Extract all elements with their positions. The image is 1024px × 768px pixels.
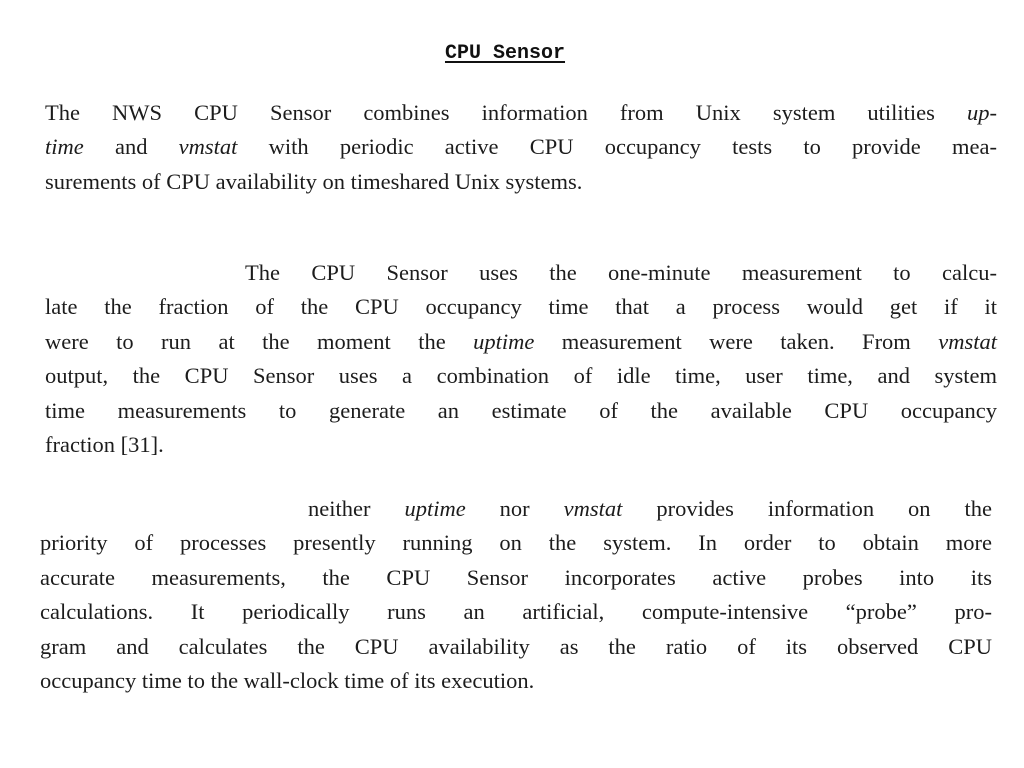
italic-term: uptime	[473, 328, 535, 354]
page-title: CPU Sensor	[444, 42, 566, 65]
text-line	[45, 325, 997, 359]
text-line: gram and calculates the CPU availability as the ratio of its observed CPU	[40, 633, 992, 659]
text-line	[45, 130, 997, 164]
text-line: time measurements to generate an estimate of the available CPU occupancy	[45, 397, 997, 423]
text-line: accurate measurements, the CPU Sensor incorporates active probes into its	[40, 564, 992, 590]
italic-term: time	[45, 134, 84, 160]
text-line: calculations. It periodically runs an artificial, compute-intensive “probe” pro-	[40, 599, 992, 625]
text-run: provides information on the	[622, 496, 993, 521]
text-run: neither	[308, 496, 405, 521]
text-run: The NWS CPU Sensor combines information from Unix system utilities	[45, 100, 967, 125]
italic-term: vmstat	[938, 328, 997, 354]
paragraph-probes	[40, 492, 992, 698]
text-line: output, the CPU Sensor uses a combination of idle time, user time, and system	[45, 363, 997, 389]
text-run: measurement were taken. From	[534, 328, 939, 354]
text-run: were to run at the moment the	[45, 328, 474, 354]
italic-term: uptime	[404, 496, 466, 521]
text-run: with periodic active CPU occupancy tests to provide mea-	[237, 134, 997, 160]
text-line: surements of CPU availability on timeshared Unix systems.	[45, 168, 583, 194]
paragraph-intro	[45, 96, 997, 199]
text-line: fraction [31].	[45, 432, 164, 458]
text-line: priority of processes presently running on the system. In order to obtain more	[40, 530, 992, 556]
paragraph-uptime	[45, 256, 997, 462]
italic-term: vmstat	[178, 134, 238, 160]
text-run: nor	[465, 496, 564, 521]
text-line	[40, 492, 992, 526]
italic-term: up-	[967, 100, 997, 125]
text-line: occupancy time to the wall-clock time of its execution.	[40, 668, 535, 694]
text-line	[45, 96, 997, 130]
text-line: late the fraction of the CPU occupancy time that a process would get if it	[45, 294, 997, 320]
text-run: and	[83, 134, 179, 160]
italic-term: vmstat	[563, 496, 623, 521]
text-line: The CPU Sensor uses the one-minute measurement to calcu-	[245, 260, 997, 285]
